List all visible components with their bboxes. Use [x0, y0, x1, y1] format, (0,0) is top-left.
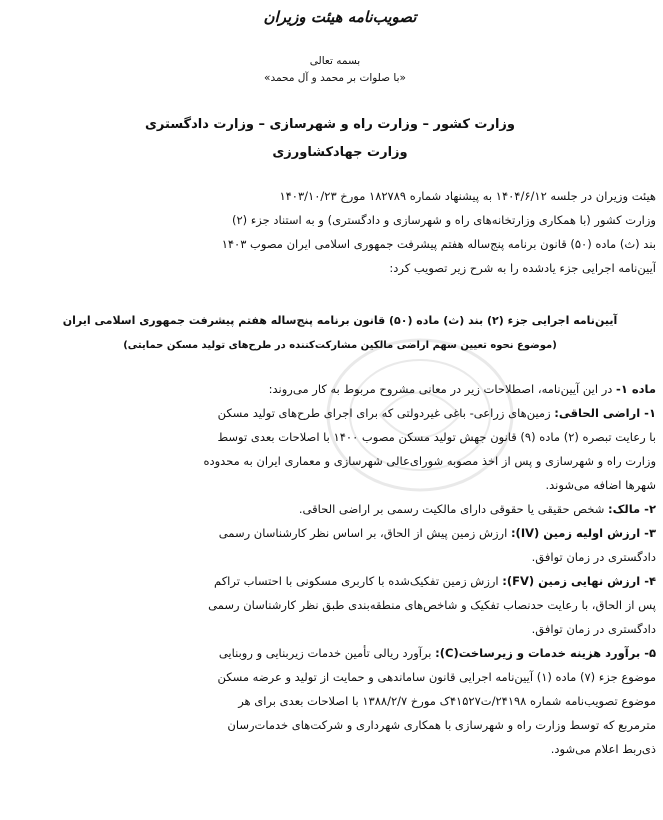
definition-5-term: ۵- برآورد هزینه خدمات و زیرساخت(C):	[435, 646, 656, 660]
definition-4-text: ارزش زمین تفکیک‌شده با کاربری مسکونی با احتساب تراکم	[214, 574, 503, 588]
definition-1-text: زمین‌های زراعی- باغی غیردولتی که برای اجرای طرح‌های تولید مسکن	[217, 406, 555, 420]
salavat-line: «با صلوات بر محمد و آل محمد»	[264, 72, 406, 84]
intro-line: آیین‌نامه اجرایی جزء یادشده را به شرح زیر تصویب کرد:	[389, 261, 656, 275]
definition-4-line: دادگستری در زمان توافق.	[531, 622, 656, 636]
definition-1-term: ۱- اراضی الحاقی:	[554, 406, 656, 420]
definition-3-line	[36, 521, 656, 545]
definition-2-term: ۲- مالک:	[608, 502, 656, 516]
definition-5-line	[36, 641, 656, 665]
definition-5-line: مترمربع که توسط وزارت راه و شهرسازی با همکاری شهرداری و شرکت‌های خدمات‌رسان	[227, 718, 656, 732]
article-1-heading: ماده ۱-	[616, 382, 656, 396]
definition-2-text: شخص حقیقی یا حقوقی دارای مالکیت رسمی بر اراضی الحاقی.	[298, 502, 609, 516]
definition-1-line: شهرها اضافه می‌شوند.	[545, 478, 656, 492]
decree-header-title: تصویب‌نامه هیئت وزیران	[263, 8, 417, 26]
regulation-subtitle: (موضوع نحوه تعیین سهم اراضی مالکین مشارکت‌کننده در طرح‌های تولید مسکن حمایتی)	[123, 340, 557, 351]
definition-3-line: دادگستری در زمان توافق.	[531, 550, 656, 564]
intro-line: بند (ث) ماده (۵۰) قانون برنامه پنج‌ساله هفتم پیشرفت جمهوری اسلامی ایران مصوب ۱۴۰۳	[221, 237, 656, 251]
intro-line: وزارت کشور (با همکاری وزارتخانه‌های راه و شهرسازی و دادگستری) و به استناد جزء (۲)	[231, 213, 656, 227]
article-1	[36, 377, 656, 761]
definition-1-line: وزارت راه و شهرسازی و پس از اخذ مصوبه شورای‌عالی شهرسازی و معماری ایران به محدوده	[203, 454, 656, 468]
regulation-title: آیین‌نامه اجرایی جزء (۲) بند (ث) ماده (۵۰) قانون برنامه پنج‌ساله هفتم پیشرفت جمهوری اسلامی ایران	[62, 314, 618, 327]
definition-4-term: ۴- ارزش نهایی زمین (FV):	[502, 574, 656, 588]
definition-1-line: با رعایت تبصره (۲) ماده (۹) قانون جهش تولید مسکن مصوب ۱۴۰۰ با اصلاحات بعدی توسط	[217, 430, 656, 444]
definition-5-text: برآورد ریالی تأمین خدمات زیربنایی و روبنایی	[218, 646, 436, 660]
addressees-line-2: وزارت جهادکشاورزی	[272, 145, 408, 160]
definition-4-line: پس از الحاق، با رعایت حدنصاب تفکیک و شاخص‌های منطقه‌بندی طبق نظر کارشناسان رسمی	[208, 598, 656, 612]
definition-3-text: ارزش زمین پیش از الحاق، بر اساس نظر کارشناسان رسمی	[218, 526, 511, 540]
bismillah: بسمه تعالی	[309, 55, 361, 67]
addressees-line-1: وزارت کشور – وزارت راه و شهرسازی – وزارت دادگستری	[145, 117, 515, 132]
definition-4-line	[36, 569, 656, 593]
article-1-intro-text: در این آیین‌نامه، اصطلاحات زیر در معانی مشروح مربوط به کار می‌روند:	[268, 382, 617, 396]
article-1-intro	[36, 377, 656, 401]
intro-paragraph	[36, 184, 656, 280]
intro-line: هیئت وزیران در جلسه ۱۴۰۴/۶/۱۲ به پیشنهاد شماره ۱۸۲۷۸۹ مورخ ۱۴۰۳/۱۰/۲۳	[279, 189, 656, 203]
definition-5-line: موضوع تصویب‌نامه شماره ۲۴۱۹۸/ت۴۱۵۲۷ک مورخ ۱۳۸۸/۲/۷ با اصلاحات بعدی برای هر	[238, 694, 656, 708]
definition-5-line: موضوع جزء (۷) ماده (۱) آیین‌نامه اجرایی قانون ساماندهی و حمایت از تولید و عرضه مسکن	[217, 670, 656, 684]
definition-3-term: ۳- ارزش اولیه زمین (IV):	[510, 526, 656, 540]
definition-1-line	[36, 401, 656, 425]
definition-5-line: ذی‌ربط اعلام می‌شود.	[550, 742, 656, 756]
definition-2-line	[36, 497, 656, 521]
